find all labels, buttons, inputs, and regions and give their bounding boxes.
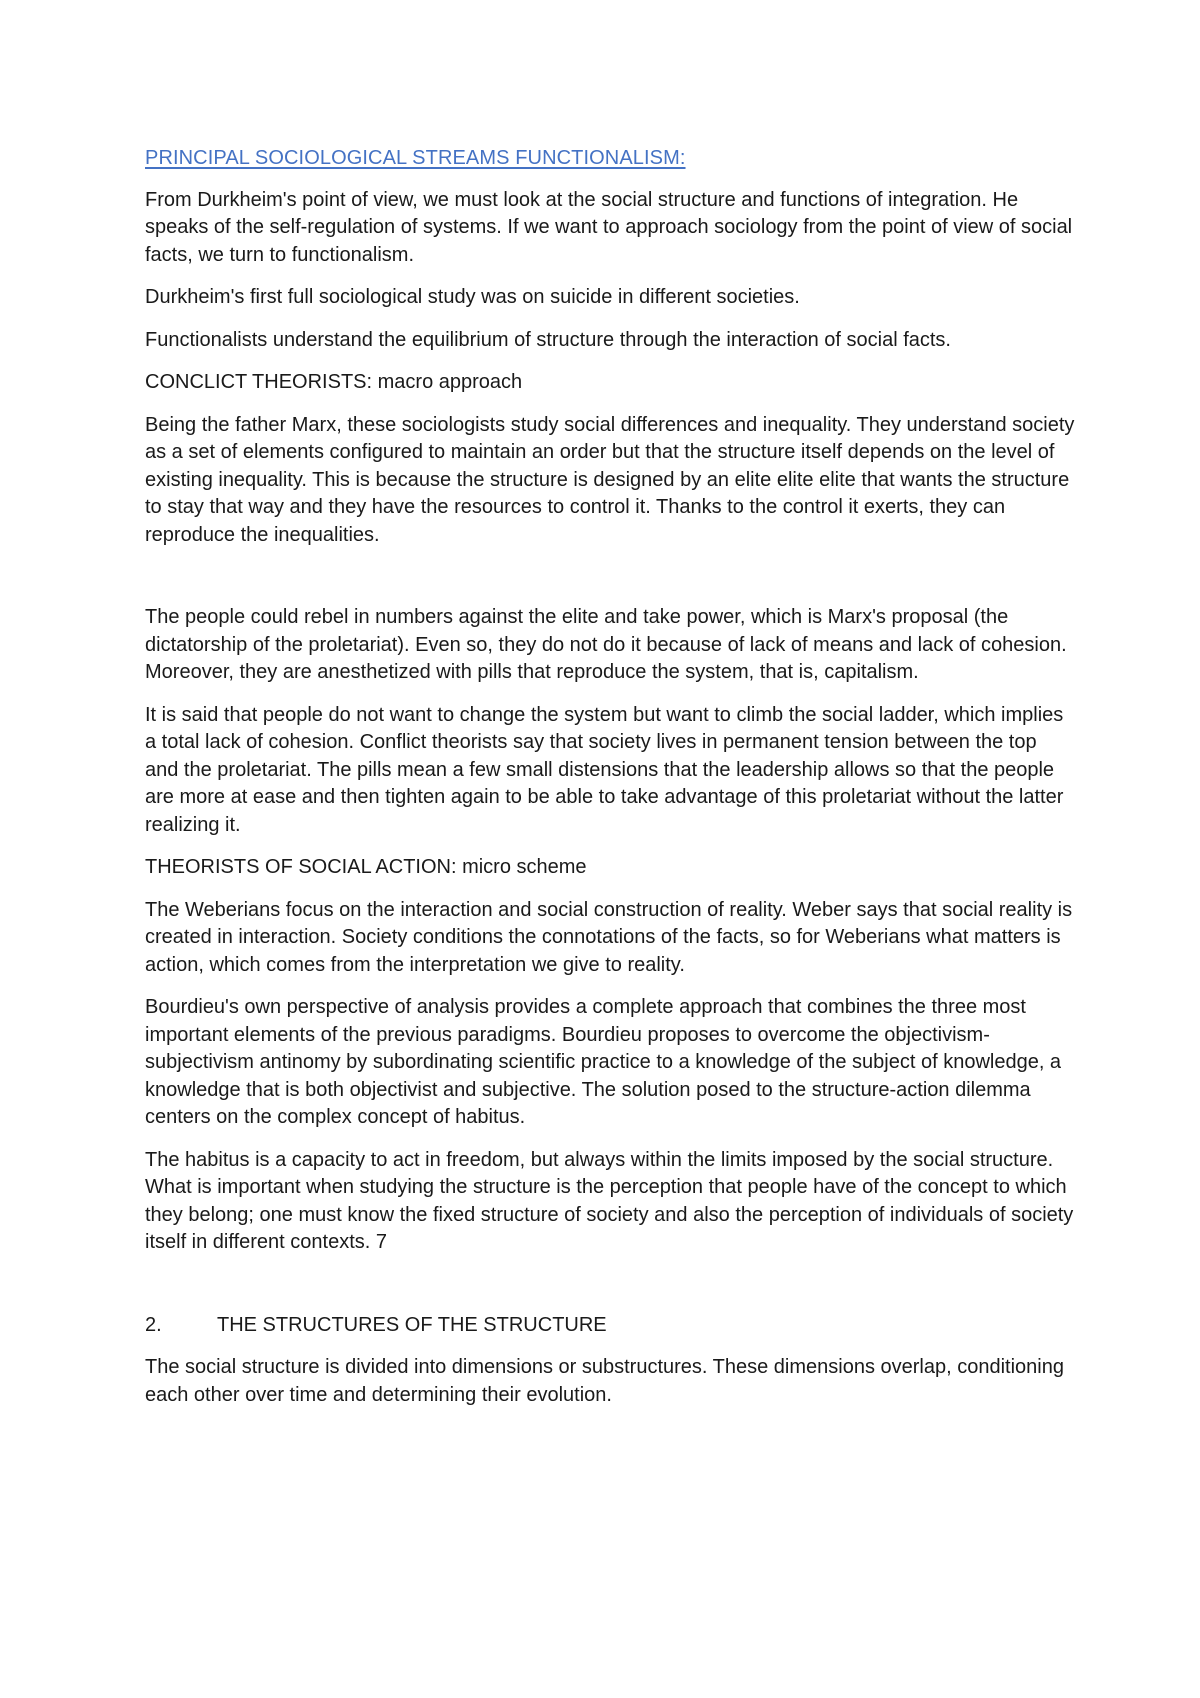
paragraph-weberians: The Weberians focus on the interaction and social construction of reality. Weber says that social reality is created in interaction. Society conditions the connotations of the facts, so for Weberians what matters is action, which comes from the interpretation we give to reality.: [145, 898, 1073, 976]
paragraph-habitus: The habitus is a capacity to act in freedom, but always within the limits imposed by the social structure. What is important when studying the structure is the perception that people have of the concept to which they belong; one must know the fixed structure of society and also the perception of individuals of society itself in different contexts. 7: [145, 1148, 1074, 1253]
paragraph-social-ladder: It is said that people do not want to change the system but want to climb the social ladder, which implies a total lack of cohesion. Conflict theorists say that society lives in permanent tension between the top and the proletariat. The pills mean a few small distensions that the leadership allows so that the people are more at ease and then tighten again to be able to take advantage of this proletariat without the latter realizing it.: [145, 703, 1064, 836]
section-heading: [145, 1312, 1075, 1340]
blank-line: [145, 1272, 1075, 1312]
section-number: 2.: [145, 1313, 162, 1336]
document-title: PRINCIPAL SOCIOLOGICAL STREAMS FUNCTIONALISM:: [145, 147, 686, 169]
blank-line: [145, 564, 1075, 604]
paragraph-bourdieu: Bourdieu's own perspective of analysis provides a complete approach that combines the three most important elements of the previous paradigms. Bourdieu proposes to overcome the objectivism-subjectivism antinomy by subordinating scientific practice to a knowledge of the subject of knowledge, a knowledge that is both objectivist and subjective. The solution posed to the structure-action dilemma centers on the complex concept of habitus.: [145, 996, 1062, 1128]
paragraph-people-rebel: The people could rebel in numbers against the elite and take power, which is Marx's proposal (the dictatorship of the proletariat). Even so, they do not do it because of lack of means and lack of cohesion. Moreover, they are anesthetized with pills that reproduce the system, that is, capitalism.: [145, 606, 1067, 683]
paragraph-social-structure: The social structure is divided into dimensions or substructures. These dimensions overlap, conditioning each other over time and determining their evolution.: [145, 1356, 1064, 1406]
paragraph-functionalists: Functionalists understand the equilibrium of structure through the interaction of social facts.: [145, 328, 951, 351]
paragraph-marx: Being the father Marx, these sociologists study social differences and inequality. They understand society as a set of elements configured to maintain an order but that the structure itself depends on the level of existing inequality. This is because the structure is designed by an elite elite elite that wants the structure to stay that way and they have the resources to control it. Thanks to the control it exerts, they can reproduce the inequalities.: [145, 413, 1075, 546]
section-title: THE STRUCTURES OF THE STRUCTURE: [217, 1313, 607, 1336]
paragraph-durkheim-suicide: Durkheim's first full sociological study was on suicide in different societies.: [145, 286, 800, 308]
paragraph-durkheim-view: From Durkheim's point of view, we must look at the social structure and functions of integration. He speaks of the self-regulation of systems. If we want to approach sociology from the point of view of social facts, we turn to functionalism.: [145, 188, 1073, 266]
subheading-social-action: THEORISTS OF SOCIAL ACTION: micro scheme: [145, 856, 587, 878]
document-body: [145, 145, 1075, 1424]
subheading-conflict-theorists: CONCLICT THEORISTS: macro approach: [145, 371, 523, 393]
